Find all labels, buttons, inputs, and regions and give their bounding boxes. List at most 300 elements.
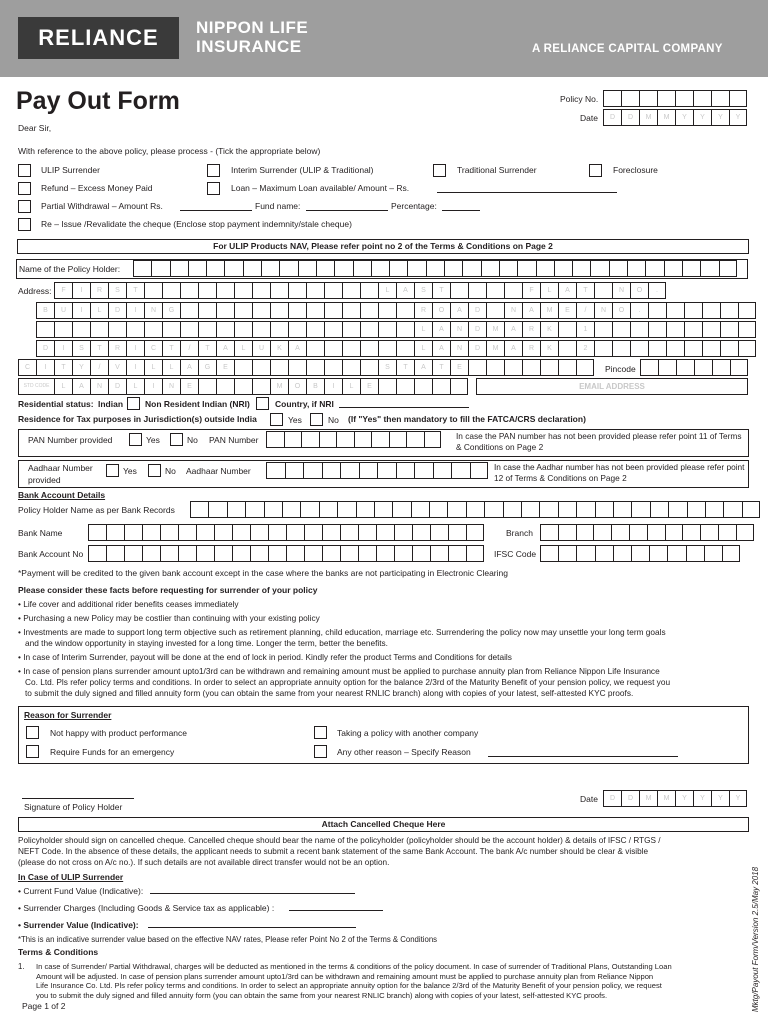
box-cell[interactable] (504, 359, 522, 376)
box-cell[interactable] (378, 321, 396, 338)
box-cell[interactable] (178, 545, 196, 562)
box-cell[interactable] (503, 501, 521, 518)
box-cell[interactable] (270, 302, 288, 319)
box-cell[interactable] (268, 545, 286, 562)
box-cell[interactable] (719, 260, 737, 277)
box-cell[interactable] (668, 501, 686, 518)
box-cell[interactable] (554, 260, 572, 277)
box-cell[interactable] (486, 359, 504, 376)
box-cell[interactable]: N (144, 302, 162, 319)
box-cell[interactable] (190, 501, 208, 518)
box-cell[interactable] (630, 340, 648, 357)
box-cell[interactable] (288, 282, 306, 299)
box-cell[interactable] (432, 378, 450, 395)
box-cell[interactable] (648, 302, 666, 319)
box-cell[interactable]: A (504, 340, 522, 357)
box-cell[interactable] (108, 321, 126, 338)
box-cell[interactable] (718, 524, 736, 541)
box-cell[interactable] (444, 260, 462, 277)
box-cell[interactable] (306, 359, 324, 376)
box-cell[interactable]: L (90, 302, 108, 319)
bank-name-input[interactable] (88, 524, 484, 541)
box-cell[interactable] (360, 321, 378, 338)
box-cell[interactable] (396, 321, 414, 338)
box-cell[interactable]: M (540, 302, 558, 319)
fund-value-line[interactable] (150, 893, 355, 894)
box-cell[interactable] (304, 524, 322, 541)
box-cell[interactable]: T (432, 282, 450, 299)
box-cell[interactable] (324, 302, 342, 319)
country-line[interactable] (339, 407, 469, 408)
box-cell[interactable] (722, 545, 740, 562)
box-cell[interactable]: Y (72, 359, 90, 376)
box-cell[interactable] (284, 431, 302, 448)
box-cell[interactable] (687, 501, 705, 518)
box-cell[interactable]: A (522, 302, 540, 319)
box-cell[interactable] (522, 359, 540, 376)
box-cell[interactable] (684, 302, 702, 319)
box-cell[interactable] (540, 524, 558, 541)
box-cell[interactable] (704, 545, 722, 562)
address-phone-line[interactable] (18, 378, 468, 395)
reissue-checkbox[interactable] (18, 218, 31, 231)
box-cell[interactable] (447, 501, 465, 518)
box-cell[interactable]: M (270, 378, 288, 395)
box-cell[interactable]: Y (693, 109, 711, 126)
box-cell[interactable] (360, 359, 378, 376)
box-cell[interactable] (414, 462, 433, 479)
box-cell[interactable] (466, 524, 484, 541)
box-cell[interactable]: M (657, 109, 675, 126)
box-cell[interactable]: T (198, 340, 216, 357)
box-cell[interactable]: N (594, 302, 612, 319)
box-cell[interactable]: Y (675, 790, 693, 807)
box-cell[interactable] (354, 431, 372, 448)
box-cell[interactable] (627, 260, 645, 277)
box-cell[interactable] (682, 260, 700, 277)
box-cell[interactable] (664, 260, 682, 277)
box-cell[interactable] (301, 431, 319, 448)
box-cell[interactable] (536, 260, 554, 277)
box-cell[interactable]: S (378, 359, 396, 376)
box-cell[interactable]: R (108, 340, 126, 357)
box-cell[interactable] (342, 321, 360, 338)
box-cell[interactable] (324, 340, 342, 357)
box-cell[interactable]: D (621, 109, 639, 126)
box-cell[interactable]: A (432, 340, 450, 357)
box-cell[interactable] (144, 282, 162, 299)
box-cell[interactable]: E (558, 302, 576, 319)
box-cell[interactable] (468, 359, 486, 376)
box-cell[interactable]: D (603, 790, 621, 807)
box-cell[interactable]: I (72, 282, 90, 299)
box-cell[interactable] (426, 260, 444, 277)
box-cell[interactable] (270, 359, 288, 376)
address-building-line[interactable] (36, 302, 756, 319)
box-cell[interactable]: I (324, 378, 342, 395)
box-cell[interactable] (576, 501, 594, 518)
fund-name-line[interactable] (306, 210, 388, 211)
box-cell[interactable] (558, 501, 576, 518)
box-cell[interactable] (250, 524, 268, 541)
box-cell[interactable]: L (414, 340, 432, 357)
box-cell[interactable] (358, 545, 376, 562)
box-cell[interactable] (462, 260, 480, 277)
box-cell[interactable]: A (558, 282, 576, 299)
box-cell[interactable] (558, 321, 576, 338)
box-cell[interactable] (394, 545, 412, 562)
box-cell[interactable] (142, 524, 160, 541)
address-first-line[interactable] (54, 282, 666, 299)
box-cell[interactable] (378, 340, 396, 357)
policy-no-input[interactable] (603, 90, 747, 107)
box-cell[interactable] (676, 359, 694, 376)
box-cell[interactable] (124, 524, 142, 541)
box-cell[interactable] (700, 260, 718, 277)
box-cell[interactable] (245, 501, 263, 518)
box-cell[interactable] (396, 302, 414, 319)
box-cell[interactable] (324, 359, 342, 376)
box-cell[interactable] (322, 545, 340, 562)
box-cell[interactable] (126, 321, 144, 338)
box-cell[interactable] (648, 321, 666, 338)
branch-input[interactable] (540, 524, 754, 541)
box-cell[interactable] (266, 462, 285, 479)
box-cell[interactable] (666, 302, 684, 319)
box-cell[interactable] (376, 545, 394, 562)
box-cell[interactable]: A (396, 282, 414, 299)
box-cell[interactable]: N (450, 321, 468, 338)
box-cell[interactable]: D (621, 790, 639, 807)
box-cell[interactable] (304, 545, 322, 562)
box-cell[interactable]: B (306, 378, 324, 395)
box-cell[interactable] (377, 462, 396, 479)
box-cell[interactable] (720, 302, 738, 319)
box-cell[interactable]: 2 (576, 340, 594, 357)
box-cell[interactable] (252, 321, 270, 338)
box-cell[interactable] (572, 260, 590, 277)
box-cell[interactable]: C (18, 359, 36, 376)
box-cell[interactable] (705, 501, 723, 518)
box-cell[interactable] (720, 321, 738, 338)
box-cell[interactable] (611, 524, 629, 541)
box-cell[interactable]: T (432, 359, 450, 376)
box-cell[interactable] (286, 545, 304, 562)
box-cell[interactable] (359, 462, 378, 479)
box-cell[interactable] (252, 378, 270, 395)
date-input[interactable] (603, 109, 747, 126)
surrender-value-line[interactable] (148, 927, 356, 928)
box-cell[interactable] (90, 321, 108, 338)
box-cell[interactable]: K (270, 340, 288, 357)
box-cell[interactable] (730, 359, 748, 376)
box-cell[interactable] (160, 545, 178, 562)
box-cell[interactable] (206, 260, 224, 277)
box-cell[interactable]: A (414, 359, 432, 376)
box-cell[interactable] (412, 545, 430, 562)
policy-holder-name-input[interactable] (133, 260, 737, 277)
loan-amount-line[interactable] (437, 192, 617, 193)
box-cell[interactable] (322, 462, 341, 479)
box-cell[interactable] (424, 431, 442, 448)
box-cell[interactable]: N (162, 378, 180, 395)
box-cell[interactable] (306, 321, 324, 338)
box-cell[interactable] (742, 501, 760, 518)
box-cell[interactable] (324, 282, 342, 299)
box-cell[interactable] (392, 501, 410, 518)
box-cell[interactable]: D (603, 109, 621, 126)
box-cell[interactable]: L (126, 378, 144, 395)
box-cell[interactable] (208, 501, 226, 518)
box-cell[interactable] (694, 359, 712, 376)
box-cell[interactable]: Y (675, 109, 693, 126)
pan-no-checkbox[interactable] (170, 433, 183, 446)
box-cell[interactable] (540, 359, 558, 376)
box-cell[interactable] (124, 545, 142, 562)
box-cell[interactable]: I (126, 359, 144, 376)
box-cell[interactable] (198, 302, 216, 319)
box-cell[interactable] (285, 462, 304, 479)
box-cell[interactable] (429, 501, 447, 518)
box-cell[interactable] (198, 321, 216, 338)
box-cell[interactable] (144, 321, 162, 338)
aadhaar-no-checkbox[interactable] (148, 464, 161, 477)
box-cell[interactable] (613, 545, 631, 562)
box-cell[interactable] (712, 359, 730, 376)
box-cell[interactable] (337, 501, 355, 518)
box-cell[interactable]: L (414, 321, 432, 338)
indian-checkbox[interactable] (127, 397, 140, 410)
traditional-surrender-checkbox[interactable] (433, 164, 446, 177)
box-cell[interactable]: A (288, 340, 306, 357)
box-cell[interactable] (389, 431, 407, 448)
box-cell[interactable]: K (540, 340, 558, 357)
box-cell[interactable] (234, 282, 252, 299)
box-cell[interactable] (214, 524, 232, 541)
box-cell[interactable]: F (522, 282, 540, 299)
box-cell[interactable] (629, 524, 647, 541)
box-cell[interactable]: S (72, 340, 90, 357)
box-cell[interactable]: A (450, 302, 468, 319)
box-cell[interactable] (686, 545, 704, 562)
box-cell[interactable] (738, 302, 756, 319)
box-cell[interactable] (594, 321, 612, 338)
partial-withdrawal-checkbox[interactable] (18, 200, 31, 213)
box-cell[interactable] (576, 545, 594, 562)
box-cell[interactable]: Y (711, 109, 729, 126)
box-cell[interactable] (270, 282, 288, 299)
box-cell[interactable]: D (468, 321, 486, 338)
box-cell[interactable] (322, 524, 340, 541)
box-cell[interactable] (448, 545, 466, 562)
box-cell[interactable] (214, 545, 232, 562)
email-input[interactable]: EMAIL ADDRESS (476, 378, 748, 395)
foreclosure-checkbox[interactable] (589, 164, 602, 177)
box-cell[interactable] (358, 524, 376, 541)
partial-amount-line[interactable] (180, 210, 252, 211)
box-cell[interactable] (647, 524, 665, 541)
box-cell[interactable] (178, 524, 196, 541)
box-cell[interactable]: O (630, 282, 648, 299)
box-cell[interactable]: M (657, 790, 675, 807)
box-cell[interactable]: N (90, 378, 108, 395)
box-cell[interactable] (142, 545, 160, 562)
pan-yes-checkbox[interactable] (129, 433, 142, 446)
box-cell[interactable] (306, 340, 324, 357)
box-cell[interactable]: V (108, 359, 126, 376)
box-cell[interactable] (736, 524, 754, 541)
box-cell[interactable]: Y (729, 109, 747, 126)
box-cell[interactable]: L (540, 282, 558, 299)
box-cell[interactable] (640, 359, 658, 376)
box-cell[interactable]: E (360, 378, 378, 395)
box-cell[interactable] (288, 302, 306, 319)
box-cell[interactable] (648, 340, 666, 357)
box-cell[interactable] (342, 302, 360, 319)
box-cell[interactable] (324, 321, 342, 338)
box-cell[interactable] (371, 431, 389, 448)
box-cell[interactable] (484, 501, 502, 518)
box-cell[interactable] (594, 340, 612, 357)
box-cell[interactable] (196, 545, 214, 562)
box-cell[interactable]: E (216, 359, 234, 376)
box-cell[interactable] (288, 359, 306, 376)
box-cell[interactable] (481, 260, 499, 277)
box-cell[interactable]: T (54, 359, 72, 376)
box-cell[interactable]: E (450, 359, 468, 376)
refund-checkbox[interactable] (18, 182, 31, 195)
box-cell[interactable] (306, 302, 324, 319)
bank-holder-name-input[interactable] (190, 501, 760, 518)
box-cell[interactable]: D (36, 340, 54, 357)
box-cell[interactable] (268, 524, 286, 541)
box-cell[interactable] (406, 431, 424, 448)
box-cell[interactable] (298, 260, 316, 277)
box-cell[interactable] (558, 340, 576, 357)
box-cell[interactable] (396, 462, 415, 479)
box-cell[interactable] (106, 524, 124, 541)
signature-date-input[interactable] (603, 790, 747, 807)
box-cell[interactable] (517, 260, 535, 277)
box-cell[interactable] (227, 501, 245, 518)
surrender-charges-line[interactable] (289, 910, 383, 911)
box-cell[interactable] (374, 501, 392, 518)
box-cell[interactable] (180, 282, 198, 299)
box-cell[interactable] (336, 431, 354, 448)
box-cell[interactable] (72, 321, 90, 338)
box-cell[interactable]: F (54, 282, 72, 299)
box-cell[interactable]: I (72, 302, 90, 319)
box-cell[interactable]: A (216, 340, 234, 357)
box-cell[interactable]: A (504, 321, 522, 338)
box-cell[interactable] (666, 340, 684, 357)
box-cell[interactable] (558, 524, 576, 541)
box-cell[interactable]: . (648, 282, 666, 299)
box-cell[interactable] (594, 282, 612, 299)
box-cell[interactable] (466, 545, 484, 562)
box-cell[interactable] (340, 545, 358, 562)
box-cell[interactable] (232, 545, 250, 562)
box-cell[interactable] (261, 260, 279, 277)
tax-no-checkbox[interactable] (310, 413, 323, 426)
box-cell[interactable] (720, 340, 738, 357)
box-cell[interactable] (738, 321, 756, 338)
box-cell[interactable]: L (162, 359, 180, 376)
box-cell[interactable] (576, 359, 594, 376)
ifsc-input[interactable] (540, 545, 740, 562)
box-cell[interactable] (286, 524, 304, 541)
box-cell[interactable] (170, 260, 188, 277)
box-cell[interactable] (631, 501, 649, 518)
box-cell[interactable] (486, 302, 504, 319)
box-cell[interactable] (198, 378, 216, 395)
box-cell[interactable] (360, 340, 378, 357)
box-cell[interactable] (216, 302, 234, 319)
box-cell[interactable] (342, 340, 360, 357)
address-landmark1-line[interactable] (36, 321, 756, 338)
tax-yes-checkbox[interactable] (270, 413, 283, 426)
box-cell[interactable]: G (198, 359, 216, 376)
box-cell[interactable] (702, 302, 720, 319)
box-cell[interactable] (412, 524, 430, 541)
box-cell[interactable] (631, 545, 649, 562)
box-cell[interactable]: R (522, 340, 540, 357)
box-cell[interactable] (196, 524, 214, 541)
box-cell[interactable] (414, 378, 432, 395)
box-cell[interactable]: L (54, 378, 72, 395)
box-cell[interactable] (162, 321, 180, 338)
box-cell[interactable] (702, 340, 720, 357)
box-cell[interactable] (590, 260, 608, 277)
box-cell[interactable]: D (108, 302, 126, 319)
ulip-surrender-checkbox[interactable] (18, 164, 31, 177)
box-cell[interactable]: O (288, 378, 306, 395)
box-cell[interactable] (162, 282, 180, 299)
box-cell[interactable]: D (468, 340, 486, 357)
box-cell[interactable] (356, 501, 374, 518)
address-city-line[interactable] (18, 359, 594, 376)
box-cell[interactable] (106, 545, 124, 562)
box-cell[interactable] (319, 501, 337, 518)
box-cell[interactable] (360, 282, 378, 299)
box-cell[interactable] (486, 282, 504, 299)
box-cell[interactable] (630, 321, 648, 338)
box-cell[interactable] (396, 340, 414, 357)
box-cell[interactable] (558, 359, 576, 376)
box-cell[interactable] (667, 545, 685, 562)
box-cell[interactable]: C (144, 340, 162, 357)
box-cell[interactable] (466, 501, 484, 518)
box-cell[interactable] (342, 282, 360, 299)
aadhaar-yes-checkbox[interactable] (106, 464, 119, 477)
box-cell[interactable]: / (576, 302, 594, 319)
box-cell[interactable] (430, 524, 448, 541)
box-cell[interactable] (151, 260, 169, 277)
box-cell[interactable] (593, 524, 611, 541)
box-cell[interactable] (234, 378, 252, 395)
box-cell[interactable] (334, 260, 352, 277)
box-cell[interactable] (411, 501, 429, 518)
box-cell[interactable]: K (540, 321, 558, 338)
box-cell[interactable] (378, 378, 396, 395)
box-cell[interactable] (702, 321, 720, 338)
box-cell[interactable] (252, 302, 270, 319)
box-cell[interactable] (252, 359, 270, 376)
box-cell[interactable]: G (162, 302, 180, 319)
box-cell[interactable]: N (612, 282, 630, 299)
reason-3-checkbox[interactable] (26, 745, 39, 758)
box-cell[interactable] (216, 378, 234, 395)
